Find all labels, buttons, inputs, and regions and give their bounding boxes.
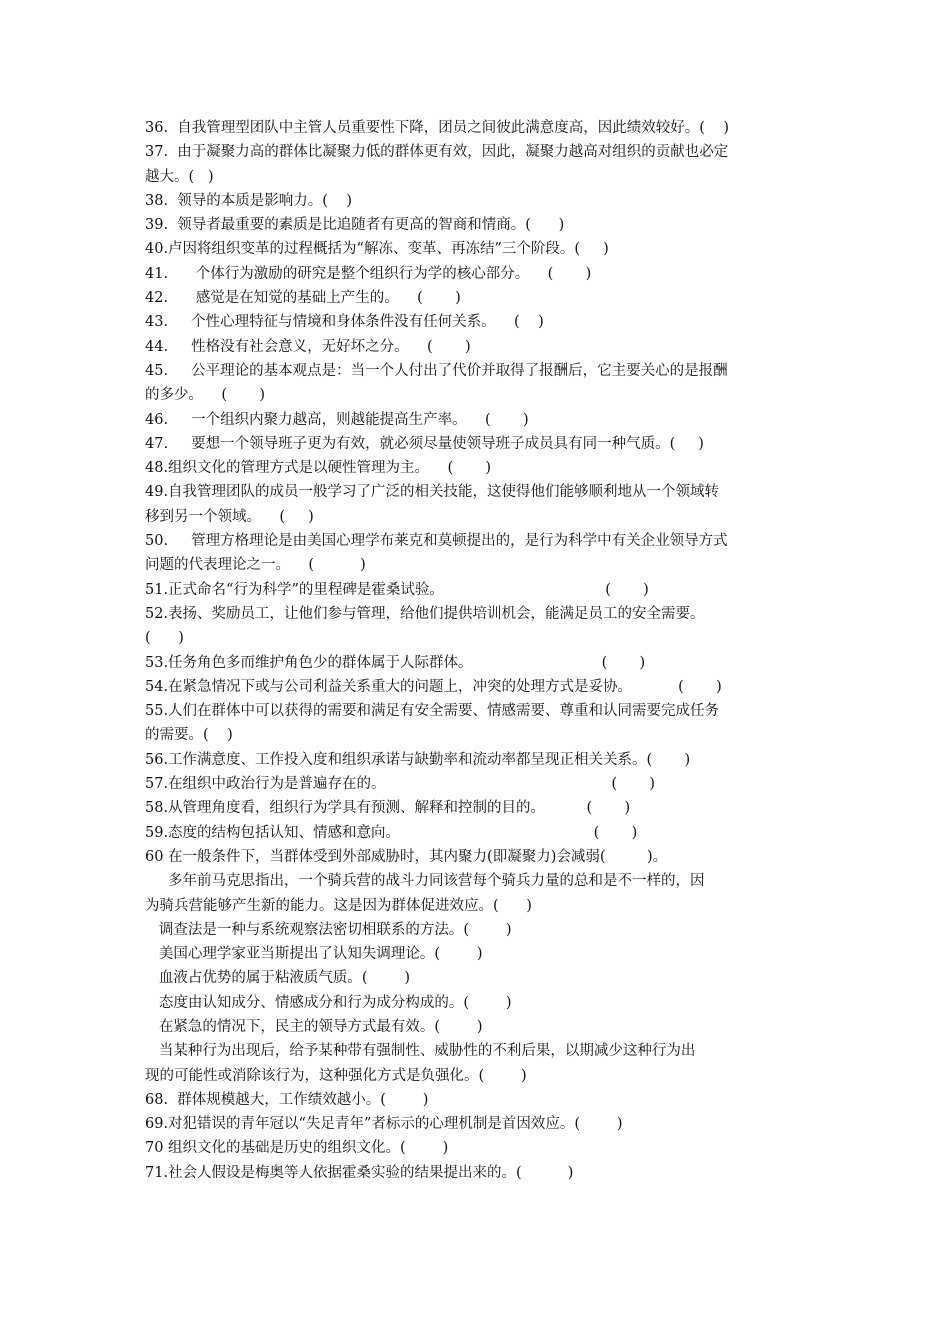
text-line: 49.自我管理团队的成员一般学习了广泛的相关技能，这使得他们能够顺利地从一个领域转	[145, 484, 720, 501]
text-line: 43. 个性心理特征与情境和身体条件没有任何关系。 ( )	[145, 314, 544, 331]
text-line: 59.态度的结构包括认知、情感和意向。 ( )	[145, 824, 638, 841]
text-line: 美国心理学家亚当斯提出了认知失调理论。( )	[145, 946, 483, 963]
text-line: 36. 自我管理型团队中主管人员重要性下降，团员之间彼此满意度高，因此绩效较好。( )	[145, 120, 730, 136]
text-line: 越大。( )	[145, 168, 214, 185]
text-line: 39. 领导者最重要的素质是比追随者有更高的智商和情商。( )	[145, 217, 565, 234]
text-line: ( )	[145, 630, 184, 647]
text-line: 44. 性格没有社会意义，无好坏之分。 ( )	[145, 338, 471, 355]
text-line: 53.任务角色多而维护角色少的群体属于人际群体。 ( )	[145, 654, 646, 671]
text-line: 57.在组织中政治行为是普遍存在的。 ( )	[145, 776, 655, 793]
text-line: 55.人们在群体中可以获得的需要和满足有安全需要、情感需要、尊重和认同需要完成任务	[145, 703, 720, 720]
text-line: 47. 要想一个领导班子更为有效，就必须尽量使领导班子成员具有同一种气质。( )	[145, 435, 704, 452]
text-line: 51.正式命名“行为科学”的里程碑是霍桑试验。 ( )	[145, 581, 649, 598]
text-line: 多年前马克思指出，一个骑兵营的战斗力同该营每个骑兵力量的总和是不一样的，因	[145, 873, 705, 890]
text-line: 60 在一般条件下，当群体受到外部威胁时，其内聚力(即凝聚力)会减弱( )。	[145, 848, 668, 865]
text-line: 血液占优势的属于粘液质气质。( )	[145, 970, 411, 987]
text-line: 50. 管理方格理论是由美国心理学布莱克和莫顿提出的，是行为科学中有关企业领导方式	[145, 533, 728, 550]
text-line: 现的可能性或消除该行为，这种强化方式是负强化。( )	[145, 1067, 527, 1084]
text-line: 的需要。( )	[145, 727, 233, 744]
text-line: 56.工作满意度、工作投入度和组织承诺与缺勤率和流动率都呈现正相关关系。( )	[145, 751, 691, 768]
text-line: 68. 群体规模越大，工作绩效越小。( )	[145, 1091, 429, 1108]
text-line: 37. 由于凝聚力高的群体比凝聚力低的群体更有效，因此，凝聚力越高对组织的贡献也必定	[145, 144, 729, 161]
text-line: 71.社会人假设是梅奥等人依据霍桑实验的结果提出来的。( )	[145, 1164, 574, 1181]
text-line: 46. 一个组织内聚力越高，则越能提高生产率。 ( )	[145, 411, 529, 428]
text-line: 58.从管理角度看，组织行为学具有预测、解释和控制的目的。 ( )	[145, 800, 631, 817]
text-line: 69.对犯错误的青年冠以“失足青年”者标示的心理机制是首因效应。( )	[145, 1116, 623, 1133]
text-line: 的多少。 ( )	[145, 387, 266, 404]
text-line: 54.在紧急情况下或与公司利益关系重大的问题上，冲突的处理方式是妥协。 ( )	[145, 678, 722, 695]
text-line: 当某种行为出现后，给予某种带有强制性、威胁性的不利后果，以期减少这种行为出	[145, 1043, 696, 1060]
text-line: 38. 领导的本质是影响力。( )	[145, 192, 353, 209]
text-line: 42. 感觉是在知觉的基础上产生的。 ( )	[145, 290, 461, 307]
text-line: 45. 公平理论的基本观点是：当一个人付出了代价并取得了报酬后，它主要关心的是报酬	[145, 362, 728, 379]
document-page	[145, 116, 815, 1185]
text-line: 问题的代表理论之一。 ( )	[145, 557, 366, 574]
text-line: 移到另一个领域。 ( )	[145, 508, 314, 525]
text-line: 态度由认知成分、情感成分和行为成分构成的。( )	[145, 994, 512, 1011]
text-line: 在紧急的情况下，民主的领导方式最有效。( )	[145, 1018, 483, 1035]
text-line: 调查法是一种与系统观察法密切相联系的方法。( )	[145, 921, 512, 938]
text-line: 为骑兵营能够产生新的能力。这是因为群体促进效应。( )	[145, 897, 532, 914]
text-line: 40.卢因将组织变革的过程概括为“解冻、变革、再冻结”三个阶段。( )	[145, 241, 609, 258]
text-line: 70 组织文化的基础是历史的组织文化。( )	[145, 1140, 449, 1157]
text-line: 41. 个体行为激励的研究是整个组织行为学的核心部分。 ( )	[145, 265, 592, 282]
text-line: 48.组织文化的管理方式是以硬性管理为主。 ( )	[145, 460, 492, 477]
text-line: 52.表扬、奖励员工，让他们参与管理，给他们提供培训机会，能满足员工的安全需要。	[145, 605, 705, 622]
